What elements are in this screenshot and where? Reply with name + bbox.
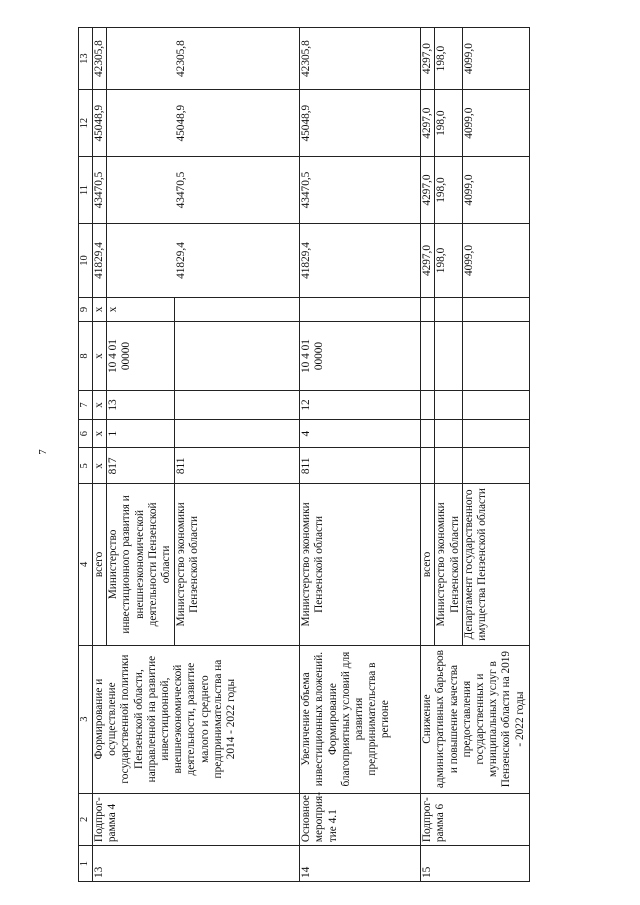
program-description: Увеличение объема инвестиционных вложений. Формирование благоприятных условий для развития предпринимательства в регионе xyxy=(300,645,421,793)
value-cell: 198,0 xyxy=(435,90,462,157)
code-cell: x xyxy=(93,419,107,448)
code-cell: 13 xyxy=(107,391,175,420)
value-cell: 42305,8 xyxy=(93,28,107,90)
header-cell: 12 xyxy=(79,90,93,157)
code-cell xyxy=(421,298,435,322)
program-description: Формирование и осуществление государственной политики Пензенской области, направленной на развитие инвестиционной, внешнеэкономической деятельности, развитие малого и среднего предпринимательства на 2014 - 2022 годы xyxy=(93,645,300,793)
program-name: Основное мероприя-тие 4.1 xyxy=(300,793,421,846)
executor-cell: Департамент государственного имущества Пензенской области xyxy=(462,484,529,645)
value-cell: 4297,0 xyxy=(421,90,435,157)
code-cell: x xyxy=(93,298,107,322)
code-cell xyxy=(435,448,462,484)
value-cell: 198,0 xyxy=(435,223,462,297)
executor-cell: всего xyxy=(421,484,435,645)
code-cell: x xyxy=(107,298,175,322)
code-cell xyxy=(421,448,435,484)
table-row xyxy=(421,28,435,882)
value-cell: 4099,0 xyxy=(462,90,529,157)
code-cell xyxy=(175,391,300,420)
code-cell xyxy=(300,298,421,322)
value-cell: 41829,4 xyxy=(300,223,421,297)
value-cell: 42305,8 xyxy=(175,28,300,90)
code-cell xyxy=(435,391,462,420)
value-cell: 198,0 xyxy=(435,28,462,90)
header-cell: 13 xyxy=(79,28,93,90)
program-name: Подпрог-рамма 6 xyxy=(421,793,530,846)
executor-cell: Министерство экономики Пензенской области xyxy=(300,484,421,645)
value-cell: 4099,0 xyxy=(462,157,529,224)
budget-table xyxy=(78,27,530,882)
value-cell: 4297,0 xyxy=(421,223,435,297)
row-number: 15 xyxy=(421,846,530,882)
code-cell xyxy=(175,298,300,322)
code-cell xyxy=(435,321,462,390)
value-cell: 43470,5 xyxy=(300,157,421,224)
table-row xyxy=(300,28,421,882)
row-number: 13 xyxy=(93,846,300,882)
header-cell: 3 xyxy=(79,645,93,793)
value-cell: 45048,9 xyxy=(300,90,421,157)
code-cell xyxy=(421,391,435,420)
executor-cell: всего xyxy=(93,484,107,645)
value-cell: 42305,8 xyxy=(300,28,421,90)
program-description: Снижение административных барьеров и повышение качества предоставления государственных и муниципальных услуг в Пензенской области на 2019 - 2022 годы xyxy=(421,645,530,793)
code-cell xyxy=(462,448,529,484)
header-cell: 1 xyxy=(79,846,93,882)
code-cell xyxy=(421,419,435,448)
code-cell: 4 xyxy=(300,419,421,448)
executor-cell: Министерство экономики Пензенской области xyxy=(435,484,462,645)
code-cell xyxy=(435,419,462,448)
code-cell xyxy=(421,321,435,390)
header-cell: 8 xyxy=(79,321,93,390)
program-name: Подпрог-рамма 4 xyxy=(93,793,300,846)
table-row xyxy=(93,28,107,882)
code-cell: 811 xyxy=(175,448,300,484)
code-cell: 1 xyxy=(107,419,175,448)
code-cell: 817 xyxy=(107,448,175,484)
code-cell: x xyxy=(93,448,107,484)
code-cell xyxy=(175,321,300,390)
code-cell: 811 xyxy=(300,448,421,484)
code-cell xyxy=(462,321,529,390)
header-cell: 9 xyxy=(79,298,93,322)
code-cell: 12 xyxy=(300,391,421,420)
value-cell: 4297,0 xyxy=(421,157,435,224)
value-cell: 41829,4 xyxy=(175,223,300,297)
value-cell: 4099,0 xyxy=(462,28,529,90)
value-cell xyxy=(107,28,175,90)
header-row xyxy=(79,28,93,882)
header-cell: 5 xyxy=(79,448,93,484)
value-cell xyxy=(107,90,175,157)
header-cell: 4 xyxy=(79,484,93,645)
value-cell: 45048,9 xyxy=(175,90,300,157)
value-cell: 43470,5 xyxy=(175,157,300,224)
executor-cell: Министерство инвестиционного развития и внешнеэкономической деятельности Пензенской области xyxy=(107,484,175,645)
executor-cell: Министерство экономики Пензенской области xyxy=(175,484,300,645)
value-cell: 43470,5 xyxy=(93,157,107,224)
value-cell: 45048,9 xyxy=(93,90,107,157)
code-cell: x xyxy=(93,321,107,390)
value-cell: 41829,4 xyxy=(93,223,107,297)
code-cell xyxy=(462,391,529,420)
code-cell xyxy=(435,298,462,322)
code-cell xyxy=(462,298,529,322)
page-number: 7 xyxy=(36,449,49,455)
row-number: 14 xyxy=(300,846,421,882)
rotated-table-container xyxy=(78,27,615,882)
value-cell: 4297,0 xyxy=(421,28,435,90)
code-cell: 10 4 01 00000 xyxy=(107,321,175,390)
code-cell xyxy=(175,419,300,448)
header-cell: 11 xyxy=(79,157,93,224)
value-cell: 4099,0 xyxy=(462,223,529,297)
header-cell: 2 xyxy=(79,793,93,846)
value-cell xyxy=(107,157,175,224)
header-cell: 6 xyxy=(79,419,93,448)
code-cell xyxy=(462,419,529,448)
code-cell: 10 4 01 00000 xyxy=(300,321,421,390)
header-cell: 10 xyxy=(79,223,93,297)
code-cell: x xyxy=(93,391,107,420)
value-cell xyxy=(107,223,175,297)
value-cell: 198,0 xyxy=(435,157,462,224)
header-cell: 7 xyxy=(79,391,93,420)
